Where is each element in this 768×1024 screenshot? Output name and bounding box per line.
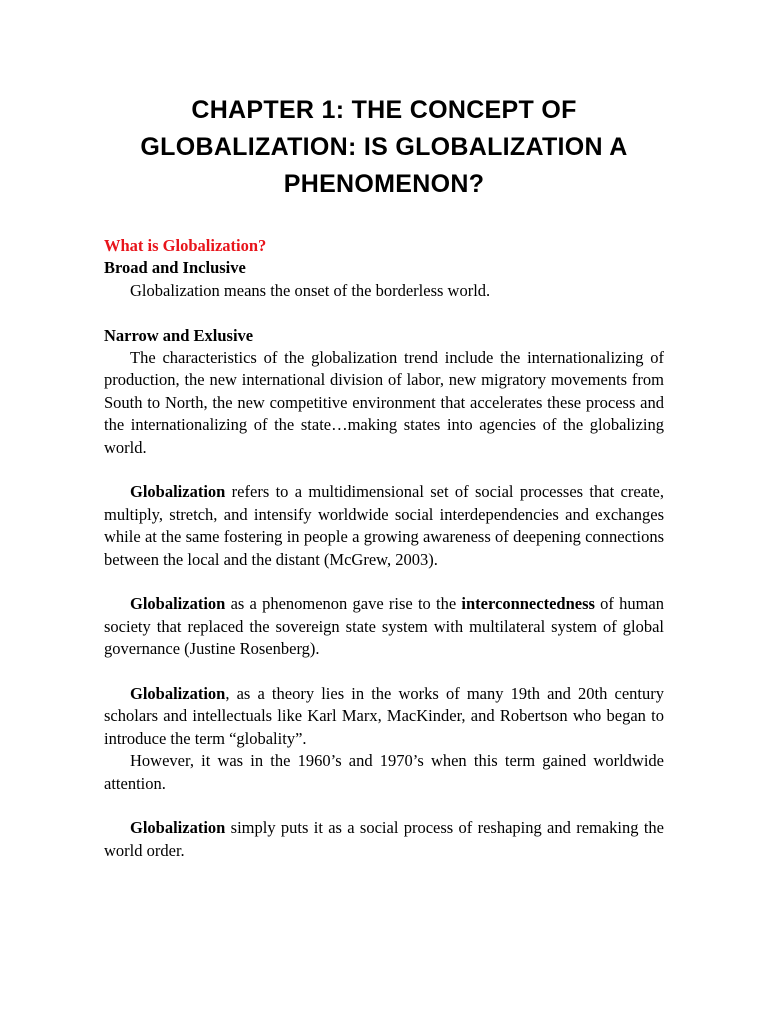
term-bold: Globalization xyxy=(130,594,226,614)
term-bold: Globalization xyxy=(130,684,226,704)
paragraph-text: , as a theory lies in the works of many 19th and 20th century scholars and intellectuals like Karl Marx, MacKinder, and Robertson who began to introduce the term “globality”. xyxy=(104,684,664,748)
spacer xyxy=(104,571,664,593)
document-page xyxy=(104,92,664,862)
paragraph-text: of human society that replaced the sovereign state system with multilateral system of global governance (Justine Rosenberg). xyxy=(104,594,665,659)
paragraph-text: simply puts it as a social process of reshaping and remaking the world order. xyxy=(104,818,664,860)
phenomenon-paragraph xyxy=(104,593,664,660)
spacer xyxy=(104,459,664,481)
theory-paragraph xyxy=(104,683,664,750)
paragraph-text: refers to a multidimensional set of social processes that create, multiply, stretch, and intensify worldwide social interdependencies and exchanges while at the same fostering in people a growing awareness of deepening connections between the local and the distant (McGrew, 2003). xyxy=(104,482,664,569)
paragraph-text: as a phenomenon gave rise to the xyxy=(225,594,462,614)
spacer xyxy=(104,661,664,683)
section-heading: What is Globalization? xyxy=(104,236,267,255)
interconnectedness-bold: interconnectedness xyxy=(461,594,595,614)
narrow-text: The characteristics of the globalization trend include the internationalizing of production, the new international division of labor, new migratory movements from South to North, the new competitive environment that accelerates these process and the internationalizing of the state…making states into agencies of the globalizing world. xyxy=(104,348,664,457)
spacer xyxy=(104,795,664,817)
definition-paragraph xyxy=(104,481,664,571)
chapter-title: CHAPTER 1: THE CONCEPT OF GLOBALIZATION: IS GLOBALIZATION A PHENOMENON? xyxy=(140,96,628,198)
narrow-heading: Narrow and Exlusive xyxy=(104,325,254,345)
world-order-paragraph xyxy=(104,817,664,862)
spacer xyxy=(104,302,664,324)
broad-heading: Broad and Inclusive xyxy=(104,258,246,278)
term-bold: Globalization xyxy=(130,818,226,838)
broad-text: Globalization means the onset of the borderless world. xyxy=(130,280,491,300)
term-bold: Globalization xyxy=(130,482,226,502)
history-paragraph: However, it was in the 1960’s and 1970’s when this term gained worldwide attention. xyxy=(104,751,664,793)
